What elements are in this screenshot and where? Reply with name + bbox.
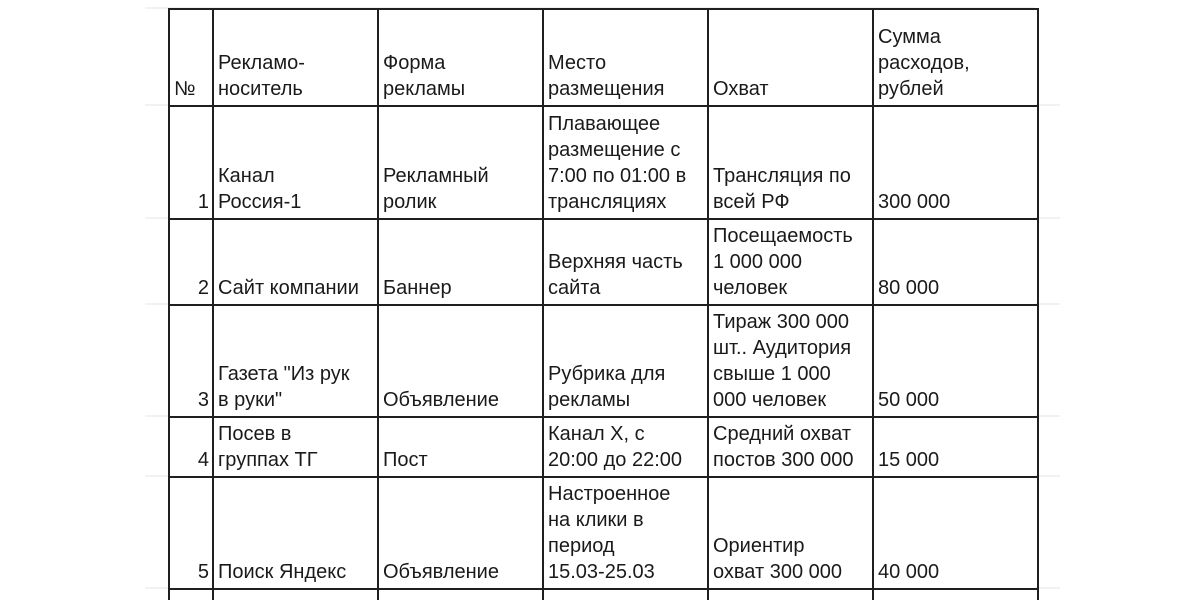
cell-form-empty[interactable] [378, 589, 543, 600]
cell-sum[interactable]: 15 000 [873, 417, 1038, 477]
cell-reach[interactable]: Ориентир охват 300 000 [708, 477, 873, 589]
header-cell-sum[interactable]: Сумма расходов, рублей [873, 9, 1038, 106]
cell-reach[interactable]: Трансляция по всей РФ [708, 106, 873, 219]
header-cell-num[interactable]: № [169, 9, 213, 106]
table-row [169, 219, 1038, 305]
cell-sum[interactable]: 300 000 [873, 106, 1038, 219]
table-row [169, 477, 1038, 589]
cell-form[interactable]: Объявление [378, 305, 543, 417]
advertising-budget-table [168, 8, 1039, 600]
cell-sum[interactable]: 50 000 [873, 305, 1038, 417]
cell-form[interactable]: Объявление [378, 477, 543, 589]
cell-place[interactable]: Канал X, с 20:00 до 22:00 [543, 417, 708, 477]
cell-num[interactable]: 3 [169, 305, 213, 417]
table-row [169, 417, 1038, 477]
cell-form[interactable]: Пост [378, 417, 543, 477]
cell-place[interactable]: Плавающее размещение с 7:00 по 01:00 в трансляциях [543, 106, 708, 219]
cell-num-empty[interactable] [169, 589, 213, 600]
header-cell-form[interactable]: Форма рекламы [378, 9, 543, 106]
cell-num[interactable]: 2 [169, 219, 213, 305]
cell-num[interactable]: 5 [169, 477, 213, 589]
cell-num[interactable]: 1 [169, 106, 213, 219]
cell-sum[interactable]: 40 000 [873, 477, 1038, 589]
cell-carrier[interactable]: Посев в группах ТГ [213, 417, 378, 477]
table-header-row [169, 9, 1038, 106]
cell-carrier-empty[interactable] [213, 589, 378, 600]
cell-sum[interactable]: 80 000 [873, 219, 1038, 305]
cell-reach[interactable]: Посещаемость 1 000 000 человек [708, 219, 873, 305]
cell-carrier[interactable]: Поиск Яндекс [213, 477, 378, 589]
table-row [169, 106, 1038, 219]
cell-carrier[interactable]: Газета "Из рук в руки" [213, 305, 378, 417]
cell-place[interactable]: Верхняя часть сайта [543, 219, 708, 305]
header-cell-reach[interactable]: Охват [708, 9, 873, 106]
cell-carrier[interactable]: Канал Россия-1 [213, 106, 378, 219]
header-cell-carrier[interactable]: Рекламо- носитель [213, 9, 378, 106]
cell-reach-empty[interactable] [708, 589, 873, 600]
cell-form[interactable]: Баннер [378, 219, 543, 305]
cell-form[interactable]: Рекламный ролик [378, 106, 543, 219]
cell-reach[interactable]: Тираж 300 000 шт.. Аудитория свыше 1 000 000 человек [708, 305, 873, 417]
table-row-empty [169, 589, 1038, 600]
cell-place-empty[interactable] [543, 589, 708, 600]
cell-num[interactable]: 4 [169, 417, 213, 477]
table-row [169, 305, 1038, 417]
cell-place[interactable]: Настроенное на клики в период 15.03-25.03 [543, 477, 708, 589]
cell-reach[interactable]: Средний охват постов 300 000 [708, 417, 873, 477]
header-cell-place[interactable]: Место размещения [543, 9, 708, 106]
cell-sum-empty[interactable] [873, 589, 1038, 600]
cell-place[interactable]: Рубрика для рекламы [543, 305, 708, 417]
cell-carrier[interactable]: Сайт компании [213, 219, 378, 305]
